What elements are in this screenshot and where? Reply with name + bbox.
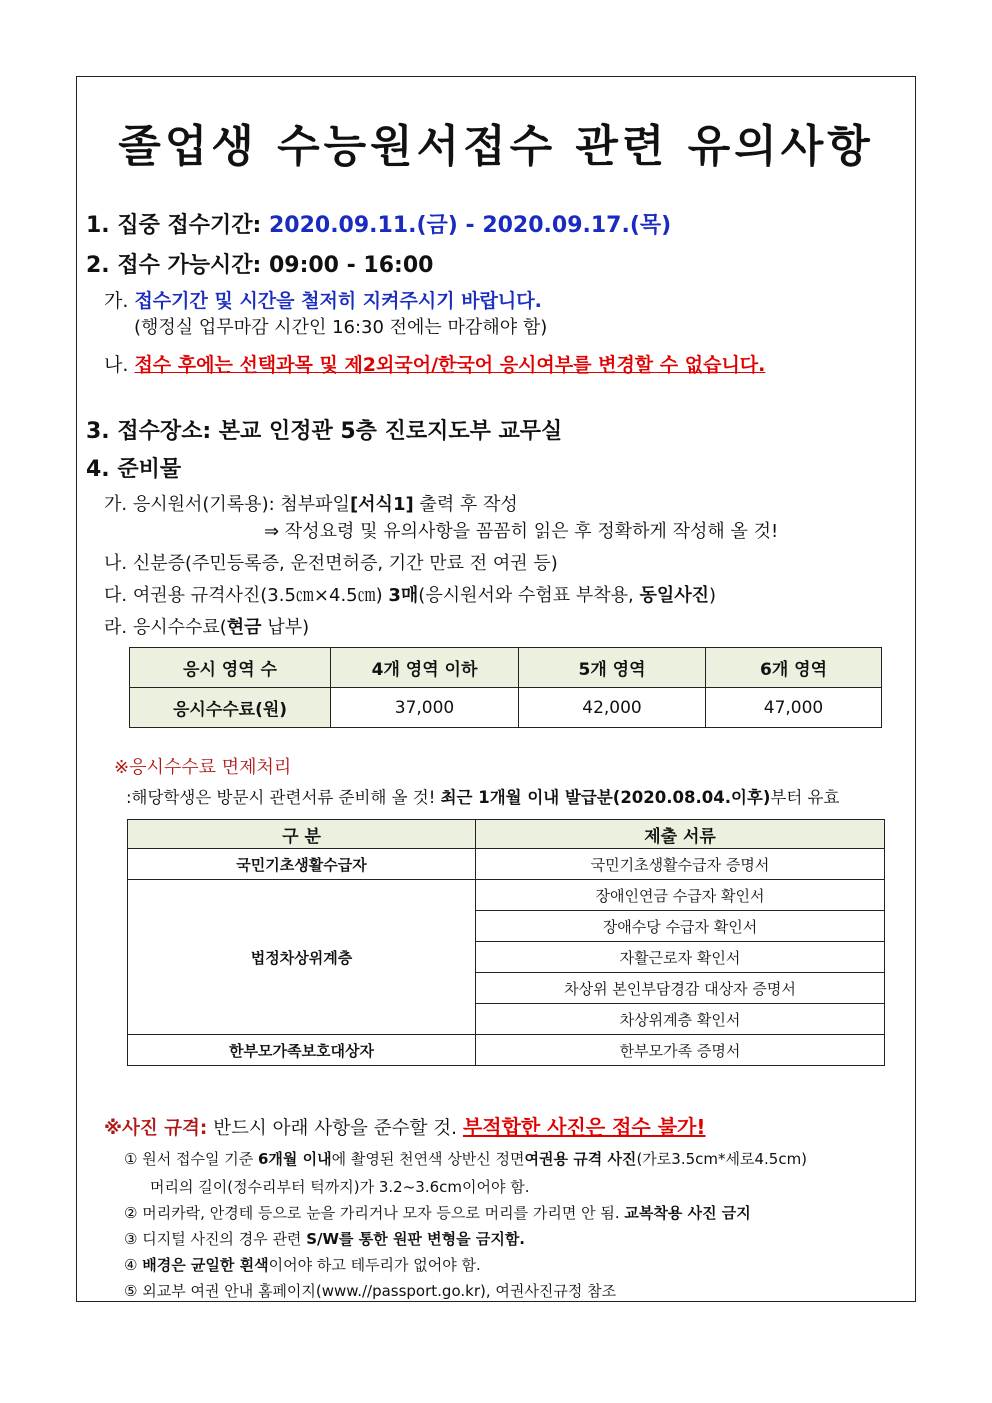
photo-rule-4: ④ 배경은 균일한 흰색이어야 하고 테두리가 없어야 함.	[124, 1256, 481, 1274]
section-4-label: 4. 준비물	[86, 457, 182, 482]
time-notice: 접수기간 및 시간을 철저히 지켜주시기 바랍니다.	[134, 290, 542, 312]
office-note: (행정실 업무마감 시간인 16:30 전에는 마감해야 함)	[134, 317, 548, 338]
item-photo: 다. 여권용 규격사진(3.5㎝×4.5㎝) 3매(응시원서와 수험표 부착용, 동일사진)	[104, 585, 717, 606]
exemption-table	[127, 819, 885, 1066]
photo-rule-1: ① 원서 접수일 기준 6개월 이내에 촬영된 천연색 상반신 정면여권용 규격 사진(가로3.5cm*세로4.5cm)	[124, 1150, 808, 1168]
exemption-document: 장애인연금 수급자 확인서	[476, 880, 885, 911]
exemption-document: 장애수당 수급자 확인서	[476, 911, 885, 942]
table-row	[128, 880, 885, 911]
fee-row-label: 응시수수료(원)	[130, 688, 331, 728]
fee-header-cell: 응시 영역 수	[130, 648, 331, 688]
photo-spec-label: ※사진 규격:	[104, 1118, 208, 1139]
exemption-document: 한부모가족 증명서	[476, 1035, 885, 1066]
exemption-document: 차상위 본인부담경감 대상자 증명서	[476, 973, 885, 1004]
photo-rule-3: ③ 디지털 사진의 경우 관련 S/W를 통한 원판 변형을 금지함.	[124, 1230, 526, 1248]
exemption-category: 국민기초생활수급자	[128, 849, 476, 880]
section-3-label: 3. 접수장소: 본교 인정관 5층 진로지도부 교무실	[86, 419, 563, 444]
fee-value: 42,000	[519, 688, 706, 728]
section-2-item-na	[104, 350, 765, 377]
photo-rule-5: ⑤ 외교부 여권 안내 홈페이지(www.//passport.go.kr), 여권사진규정 참조	[124, 1282, 617, 1300]
exemption-document: 차상위계층 확인서	[476, 1004, 885, 1035]
exemption-category: 한부모가족보호대상자	[128, 1035, 476, 1066]
section-2-item-ga	[104, 286, 542, 313]
table-row	[128, 849, 885, 880]
fee-value: 47,000	[706, 688, 882, 728]
no-change-warning: 접수 후에는 선택과목 및 제2외국어/한국어 응시여부를 변경할 수 없습니다.	[134, 354, 766, 376]
exemption-document: 자활근로자 확인서	[476, 942, 885, 973]
exemption-category: 법정차상위계층	[128, 880, 476, 1035]
exemption-title: ※응시수수료 면제처리	[114, 757, 292, 778]
exemption-document: 국민기초생활수급자 증명서	[476, 849, 885, 880]
photo-spec-heading: ※사진 규격: 반드시 아래 사항을 준수할 것. 부적합한 사진은 접수 불가!	[104, 1115, 706, 1139]
exemption-table-header	[128, 820, 885, 849]
fee-value: 37,000	[331, 688, 519, 728]
fee-header-cell: 5개 영역	[519, 648, 706, 688]
fee-header-cell: 6개 영역	[706, 648, 882, 688]
fee-table	[129, 647, 882, 728]
photo-reject-warning: 부적합한 사진은 접수 불가!	[462, 1115, 706, 1139]
fee-table-header	[130, 648, 882, 688]
item-prefix: 나.	[104, 354, 129, 376]
item-fee: 라. 응시수수료(현금 납부)	[104, 617, 310, 638]
item-id-card: 나. 신분증(주민등록증, 운전면허증, 기간 만료 전 여권 등)	[104, 553, 558, 574]
fee-header-cell: 4개 영역 이하	[331, 648, 519, 688]
section-2-label: 2. 접수 가능시간: 09:00 - 16:00	[86, 253, 434, 278]
exemption-header-cell: 구 분	[128, 820, 476, 849]
page-title: 졸업생 수능원서접수 관련 유의사항	[118, 121, 874, 172]
photo-rule-1-cont: 머리의 길이(정수리부터 턱까지)가 3.2~3.6cm이어야 함.	[150, 1178, 530, 1196]
section-1	[86, 208, 671, 239]
photo-rule-2: ② 머리카락, 안경테 등으로 눈을 가리거나 모자 등으로 머리를 가리면 안 됨. 교복착용 사진 금지	[124, 1204, 751, 1222]
item-application-form: 가. 응시원서(기록용): 첨부파일[서식1] 출력 후 작성	[104, 494, 518, 515]
exemption-header-cell: 제출 서류	[476, 820, 885, 849]
fee-table-row	[130, 688, 882, 728]
item-prefix: 가.	[104, 290, 129, 312]
section-1-label: 1. 집중 접수기간:	[86, 213, 262, 238]
table-row	[128, 1035, 885, 1066]
form-instruction: ⇒ 작성요령 및 유의사항을 꼼꼼히 읽은 후 정확하게 작성해 올 것!	[264, 521, 779, 542]
exemption-note: :해당학생은 방문시 관련서류 준비해 올 것! 최근 1개월 이내 발급분(2020.08.04.이후)부터 유효	[126, 788, 840, 807]
section-1-period: 2020.09.11.(금) - 2020.09.17.(목)	[268, 213, 672, 238]
